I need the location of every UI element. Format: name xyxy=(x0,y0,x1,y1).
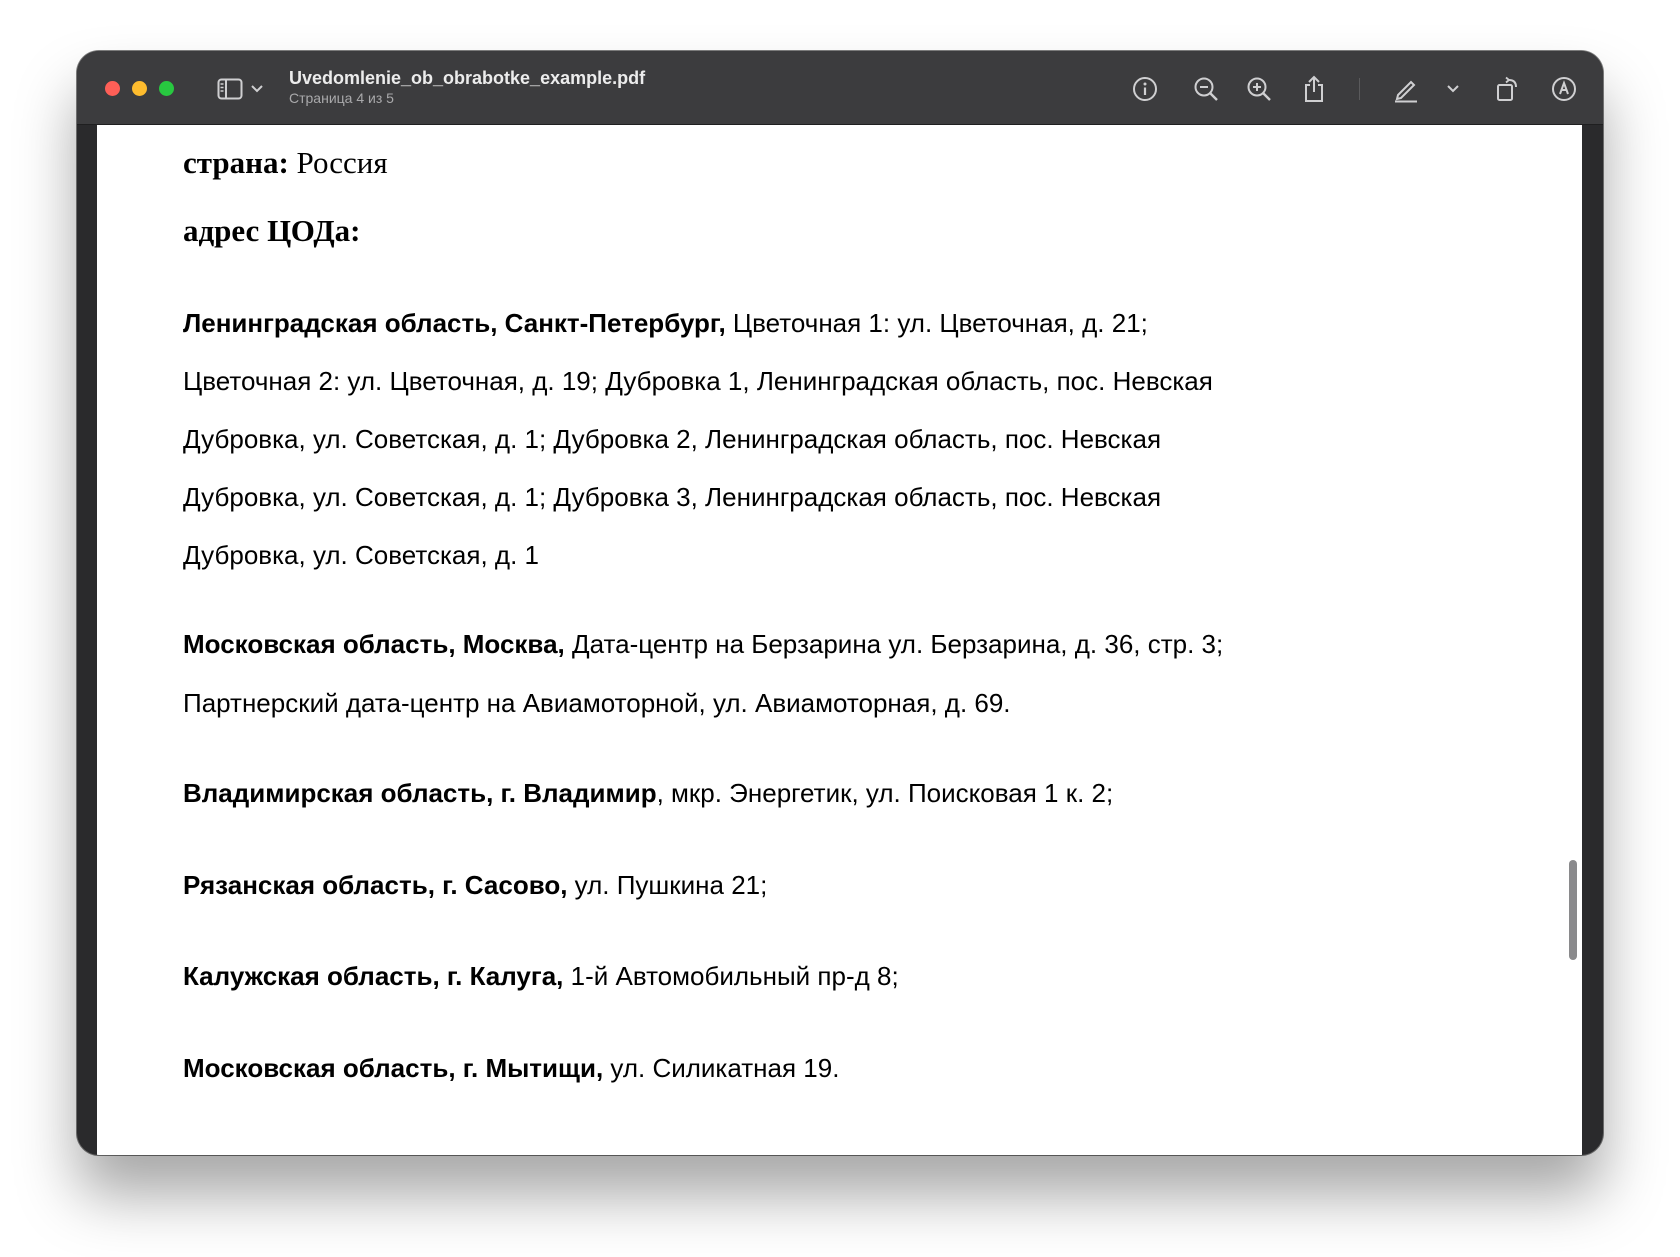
address-text: Партнерский дата-центр на Авиамоторной, ул. Авиамоторная, д. 69. xyxy=(183,688,1011,718)
minimize-window-button[interactable] xyxy=(132,81,147,96)
chevron-down-icon xyxy=(251,85,263,93)
highlight-options-button[interactable] xyxy=(1436,72,1470,106)
preview-window xyxy=(77,51,1603,1155)
zoom-out-button[interactable] xyxy=(1189,72,1223,106)
address-text: 1-й Автомобильный пр-д 8; xyxy=(563,961,899,991)
document-view[interactable] xyxy=(97,125,1582,1155)
info-icon xyxy=(1132,76,1158,102)
page-indicator: Страница 4 из 5 xyxy=(289,90,394,106)
zoom-in-button[interactable] xyxy=(1242,72,1276,106)
address-line xyxy=(183,778,1113,809)
address-text: Дубровка, ул. Советская, д. 1; Дубровка 2, Ленинградская область, пос. Невская xyxy=(183,424,1162,454)
document-title: Uvedomlenie_ob_obrabotke_example.pdf xyxy=(289,68,646,88)
toolbar-separator xyxy=(1359,78,1360,100)
address-line xyxy=(183,1053,839,1084)
chevron-down-icon xyxy=(1447,85,1459,93)
vertical-scrollbar[interactable] xyxy=(1569,860,1577,960)
address-text: Дата-центр на Берзарина ул. Берзарина, д. 36, стр. 3; xyxy=(564,629,1224,659)
titlebar xyxy=(77,51,1603,125)
address-text: ул. Пушкина 21; xyxy=(567,870,768,900)
rotate-button[interactable] xyxy=(1491,72,1525,106)
address-line xyxy=(183,629,1223,660)
maximize-window-button[interactable] xyxy=(159,81,174,96)
address-label: адрес ЦОДа: xyxy=(183,213,361,248)
address-line xyxy=(183,482,1161,513)
rotate-icon xyxy=(1495,76,1521,102)
address-line xyxy=(183,870,767,901)
zoom-out-icon xyxy=(1193,76,1219,102)
address-text: ул. Силикатная 19. xyxy=(603,1053,840,1083)
country-label: страна: xyxy=(183,145,289,180)
address-heading xyxy=(183,213,361,249)
address-text: Цветочная 2: ул. Цветочная, д. 19; Дубровка 1, Ленинградская область, пос. Невская xyxy=(183,366,1213,396)
region-label: Московская область, г. Мытищи, xyxy=(183,1053,604,1083)
address-line xyxy=(183,961,899,992)
region-label: Московская область, Москва, xyxy=(183,629,565,659)
region-label: Рязанская область, г. Сасово, xyxy=(183,870,568,900)
markup-icon xyxy=(1551,76,1577,102)
info-button[interactable] xyxy=(1128,72,1162,106)
close-window-button[interactable] xyxy=(105,81,120,96)
address-line xyxy=(183,688,1011,719)
region-label: Калужская область, г. Калуга, xyxy=(183,961,564,991)
region-label: Ленинградская область, Санкт-Петербург, xyxy=(183,308,726,338)
share-icon xyxy=(1301,75,1327,103)
country-line xyxy=(183,145,388,181)
region-label: Владимирская область, г. Владимир xyxy=(183,778,657,808)
address-line xyxy=(183,308,1148,339)
address-text: Дубровка, ул. Советская, д. 1 xyxy=(183,540,539,570)
title-block xyxy=(289,67,645,107)
country-value: Россия xyxy=(288,145,388,180)
sidebar-toggle-button[interactable] xyxy=(217,75,277,103)
address-text: Цветочная 1: ул. Цветочная, д. 21; xyxy=(725,308,1148,338)
address-line xyxy=(183,424,1161,455)
highlight-pen-icon xyxy=(1392,75,1420,103)
zoom-in-icon xyxy=(1246,76,1272,102)
markup-button[interactable] xyxy=(1547,72,1581,106)
address-text: Дубровка, ул. Советская, д. 1; Дубровка 3, Ленинградская область, пос. Невская xyxy=(183,482,1162,512)
share-button[interactable] xyxy=(1297,72,1331,106)
highlight-button[interactable] xyxy=(1389,72,1423,106)
address-line xyxy=(183,366,1213,397)
address-line xyxy=(183,540,539,571)
address-text: , мкр. Энергетик, ул. Поисковая 1 к. 2; xyxy=(656,778,1114,808)
sidebar-icon xyxy=(217,78,243,100)
